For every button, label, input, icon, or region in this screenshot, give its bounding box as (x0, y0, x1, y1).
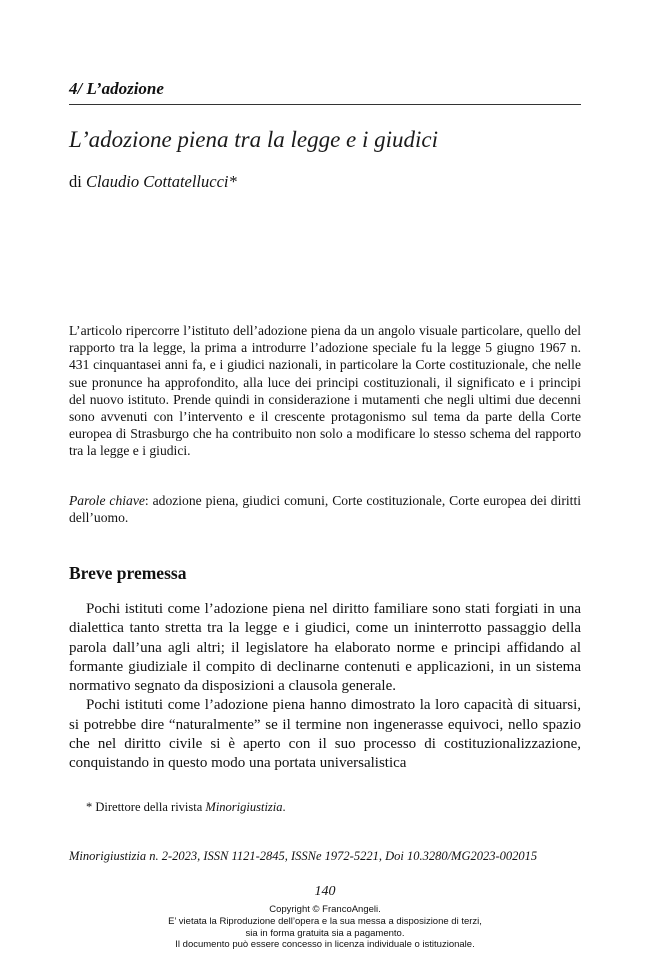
footnote-prefix: * Direttore della rivista (86, 800, 206, 814)
keywords-text: : adozione piena, giudici comuni, Corte costituzionale, Corte europea dei diritti dell’uomo. (69, 493, 581, 526)
body-text (69, 600, 581, 774)
copyright-line: E’ vietata la Riproduzione dell’opera e la sua messa a disposizione di terzi, (168, 915, 482, 927)
footnote-suffix: . (282, 800, 286, 814)
section-label: 4/ L’adozione (69, 79, 164, 98)
byline (69, 172, 237, 192)
article-title: L’adozione piena tra la legge e i giudici (69, 127, 439, 152)
section-heading: Breve premessa (69, 563, 187, 583)
copyright-line: Copyright © FrancoAngeli. (269, 904, 381, 915)
body-paragraph: Pochi istituti come l’adozione piena hanno dimostrato la loro capacità di situarsi, si potrebbe dire “naturalmente” se il termine non ingenerasse equivoci, nello spazio che nel diritto civile si è aperto con il suo processo di costituzionalizzazione, conquistando in questo modo una portata universalistica (69, 697, 581, 772)
keywords (69, 492, 581, 526)
copyright-line: Il documento può essere concesso in licenza individuale o istituzionale. (175, 939, 475, 951)
copyright-line: sia in forma gratuita sia a pagamento. (245, 927, 405, 939)
footnote-journal: Minorigiustizia (205, 800, 283, 814)
footnote (86, 800, 286, 815)
copyright-notice (0, 904, 650, 951)
journal-citation: Minorigiustizia n. 2-2023, ISSN 1121-2845, ISSNe 1972-5221, Doi 10.3280/MG2023-002015 (69, 849, 538, 863)
byline-prefix: di (69, 172, 86, 191)
body-paragraph: Pochi istituti come l’adozione piena nel diritto familiare sono stati forgiati in una dialettica tanto stretta tra la legge e i giudici, come un ininterrotto passaggio della parola dall’una agli altri; il legislatore ha elaborato norme e principi affidando al formante giudiziale il compito di declinarne contenuti e applicazioni, in un sistema normativo segnato da disposizioni a clausola generale. (69, 601, 581, 695)
keywords-label: Parole chiave (69, 493, 145, 508)
page-number: 140 (314, 884, 336, 899)
header-rule (69, 104, 581, 105)
abstract: L’articolo ripercorre l’istituto dell’adozione piena da un angolo visuale particolare, quello del rapporto tra la legge, la prima a introdurre l’adozione speciale fu la legge 5 giugno 1967 n. 431 cinquantasei anni fa, e i giudici nazionali, in particolare la Corte costituzionale, che nelle sue pronunce ha approfondito, alla luce dei principi costituzionali, il significato e i principi del nuovo istituto. Prende quindi in considerazione i mutamenti che negli ultimi due decenni sono avvenuti con l’intervento e il crescente protagonismo sul tema da parte della Corte europea di Strasburgo che ha contribuito non solo a modificare lo stesso schema del rapporto tra la legge e i giudici. (69, 323, 581, 459)
author-name: Claudio Cottatellucci* (85, 172, 237, 191)
